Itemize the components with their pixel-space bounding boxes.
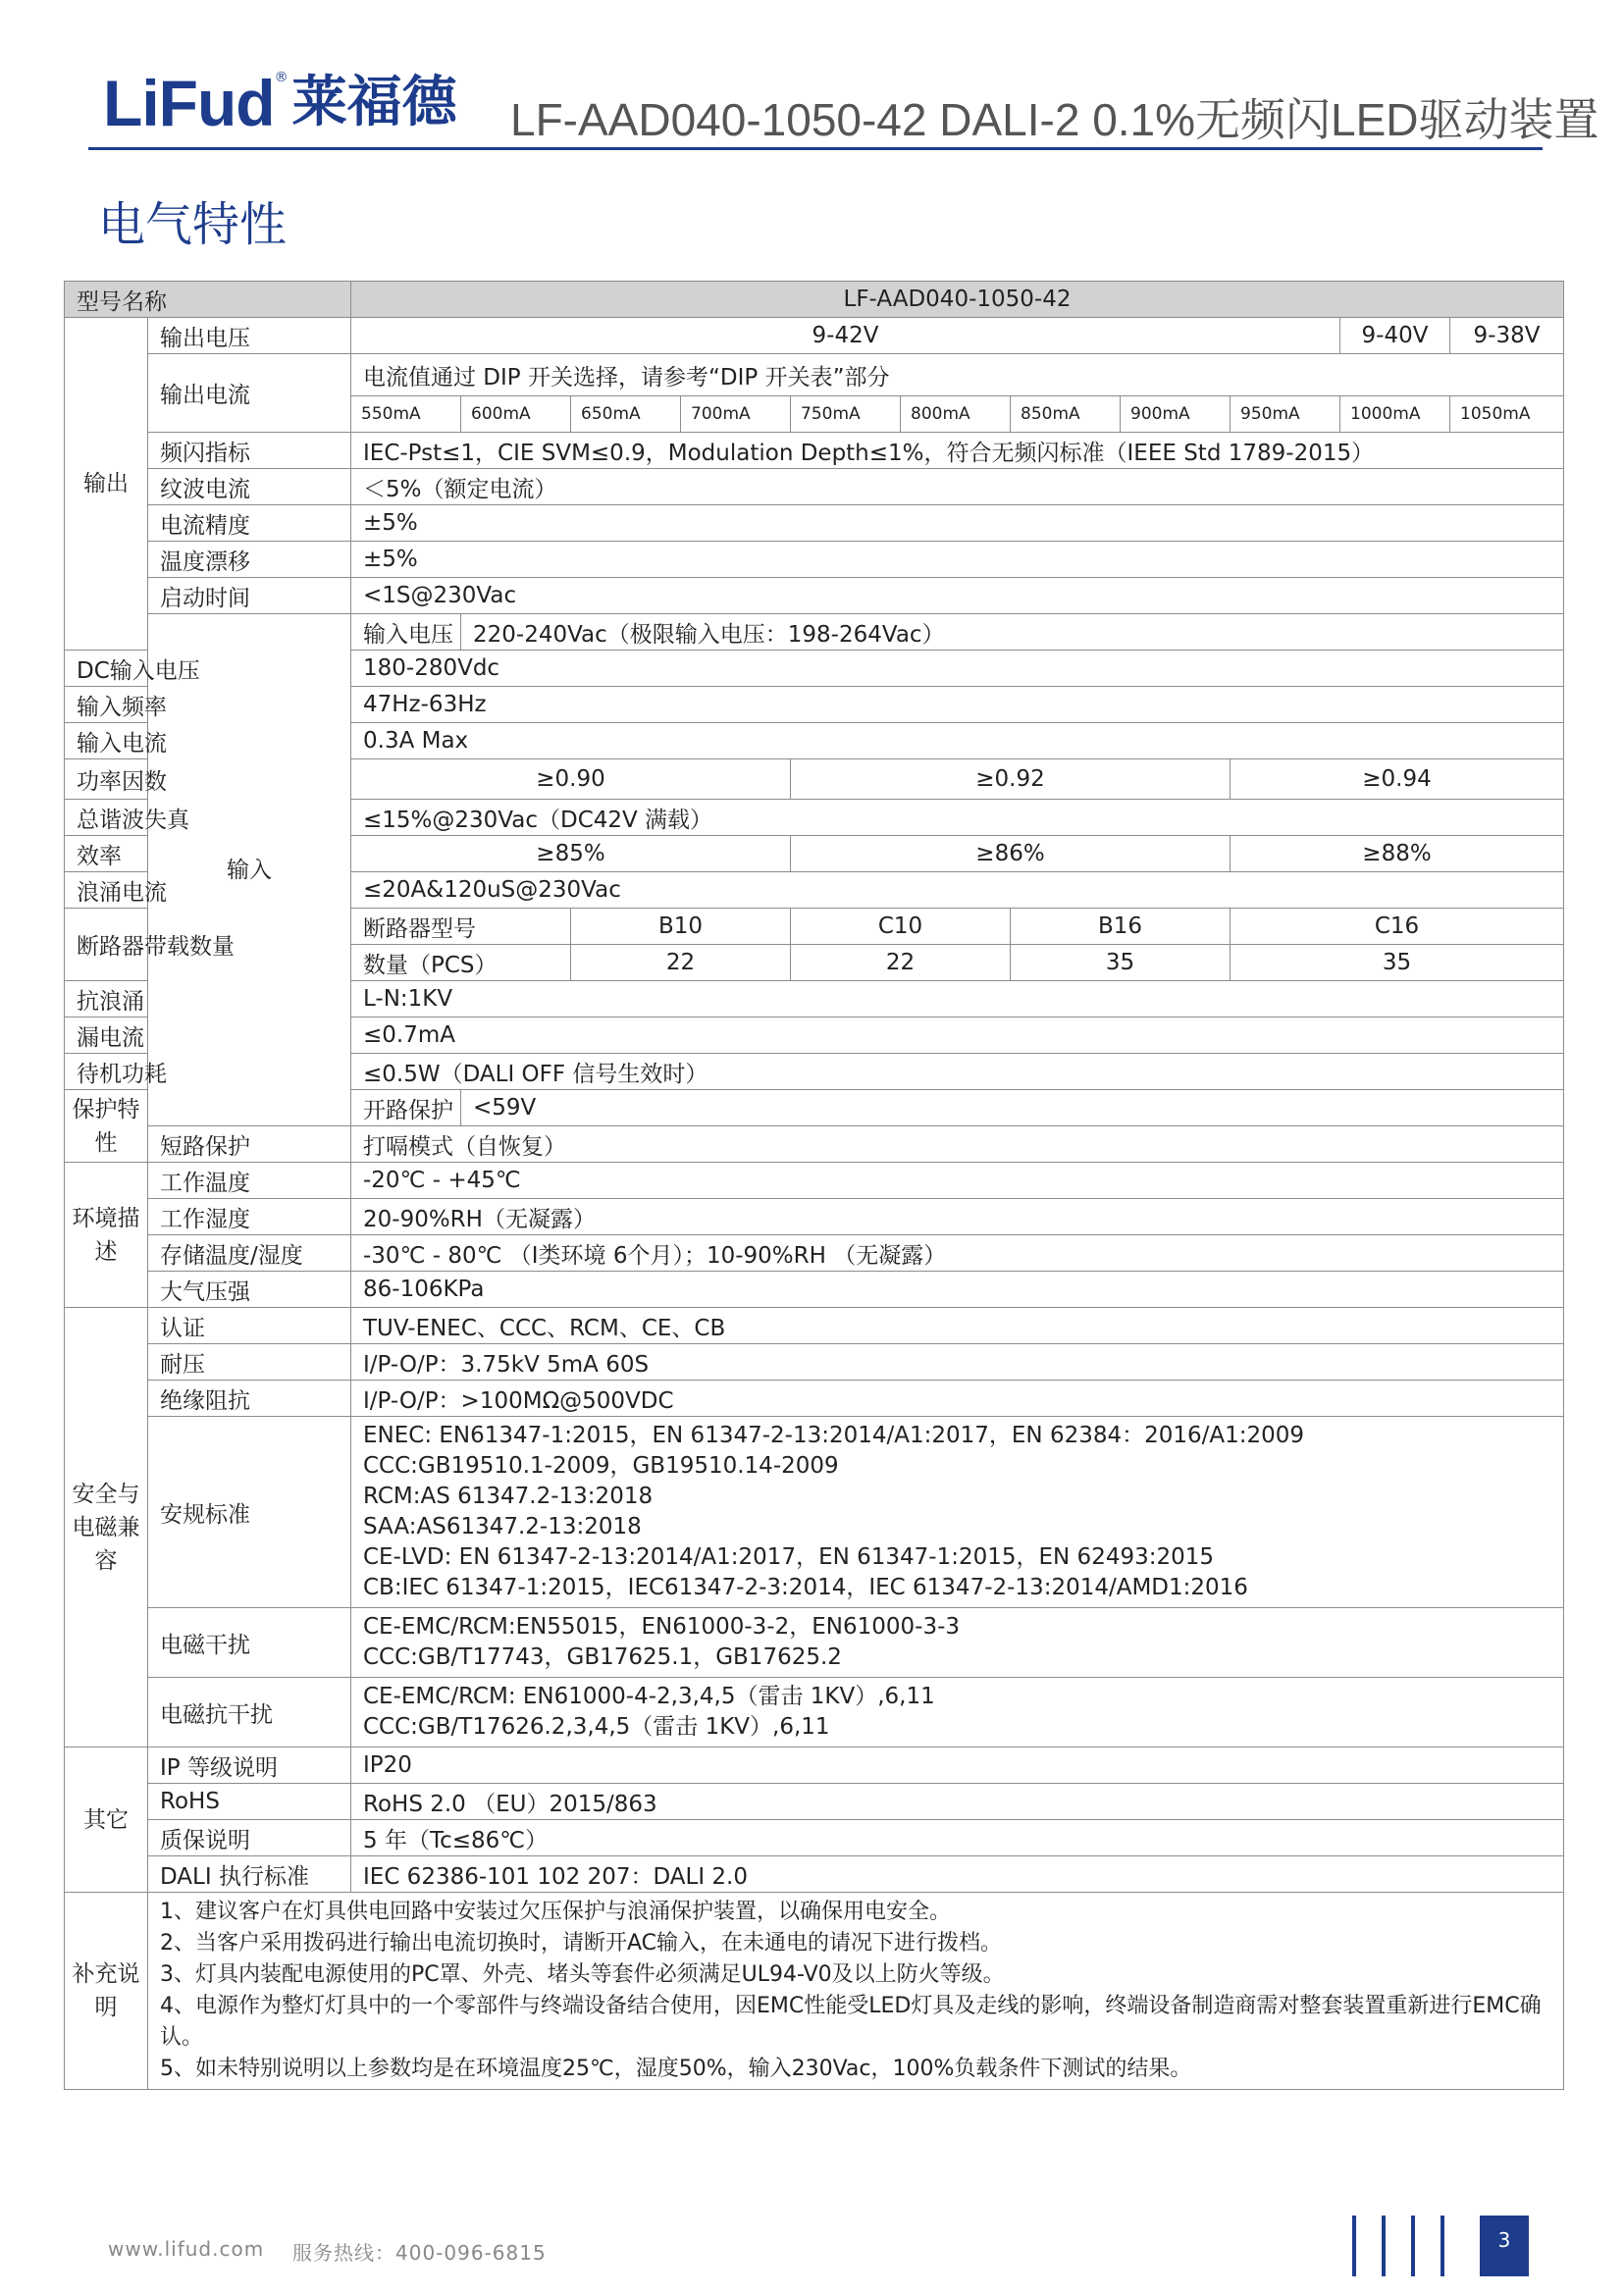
breaker-qty: 35 xyxy=(1011,945,1231,981)
spec-row xyxy=(65,1820,1564,1856)
output-voltage-value: 9-42V xyxy=(351,318,1340,354)
header-divider xyxy=(88,147,1543,150)
breaker-type: C16 xyxy=(1231,909,1564,945)
spec-row xyxy=(65,1381,1564,1417)
param-label: 工作温度 xyxy=(148,1163,351,1199)
current-option: 1050mA xyxy=(1450,396,1564,433)
output-voltage-value: 9-38V xyxy=(1450,318,1564,354)
param-label: 浪涌电流 xyxy=(65,872,148,909)
category-output: 输出 xyxy=(65,318,148,651)
efficiency-value: ≥86% xyxy=(791,836,1231,872)
efficiency-value: ≥85% xyxy=(351,836,791,872)
category-environment: 环境描述 xyxy=(65,1163,148,1308)
spec-row xyxy=(65,614,1564,651)
param-label: 存储温度/湿度 xyxy=(148,1235,351,1272)
param-label: 耐压 xyxy=(148,1344,351,1381)
breaker-qty: 22 xyxy=(571,945,791,981)
param-label: 电磁干扰 xyxy=(148,1608,351,1678)
param-value: 5 年（Tc≤86℃） xyxy=(351,1820,1564,1856)
param-label: 电磁抗干扰 xyxy=(148,1678,351,1747)
param-value: ≤15%@230Vac（DC42V 满载） xyxy=(351,800,1564,836)
param-value: ±5% xyxy=(351,542,1564,578)
param-label: 大气压强 xyxy=(148,1272,351,1308)
emi-list xyxy=(351,1608,1564,1678)
param-value: 220-240Vac（极限输入电压：198-264Vac） xyxy=(461,614,1564,651)
param-value: IEC-Pst≤1，CIE SVM≤0.9，Modulation Depth≤1%，符合无频闪标准（IEEE Std 1789-2015） xyxy=(351,433,1564,469)
param-label: 纹波电流 xyxy=(148,469,351,505)
current-option: 650mA xyxy=(571,396,681,433)
param-value: TUV-ENEC、CCC、RCM、CE、CB xyxy=(351,1308,1564,1344)
note-item: 3、灯具内装配电源使用的PC罩、外壳、堵头等套件必须满足UL94-V0及以上防火等级。 xyxy=(160,1962,1005,1987)
ems-list xyxy=(351,1678,1564,1747)
param-value: 86-106KPa xyxy=(351,1272,1564,1308)
param-label: 绝缘阻抗 xyxy=(148,1381,351,1417)
category-other: 其它 xyxy=(65,1747,148,1893)
category-input: 输入 xyxy=(148,614,351,1126)
category-notes: 补充说明 xyxy=(65,1893,148,2090)
spec-row xyxy=(65,1199,1564,1235)
output-voltage-value: 9-40V xyxy=(1340,318,1450,354)
param-label: 效率 xyxy=(65,836,148,872)
param-label: DALI 执行标准 xyxy=(148,1856,351,1893)
standard-line: CCC:GB19510.1-2009，GB19510.14-2009 xyxy=(363,1453,839,1479)
logo-chinese: 莱福德 xyxy=(291,71,457,134)
param-label: 漏电流 xyxy=(65,1017,148,1054)
param-label: 输入电流 xyxy=(65,723,148,759)
param-label: 质保说明 xyxy=(148,1820,351,1856)
spec-row xyxy=(65,542,1564,578)
spec-row xyxy=(65,578,1564,614)
page-number: 3 xyxy=(1480,2216,1529,2276)
breaker-type-label: 断路器型号 xyxy=(351,909,571,945)
current-option: 850mA xyxy=(1011,396,1121,433)
model-row xyxy=(65,282,1564,318)
notes-list xyxy=(148,1893,1564,2090)
breaker-qty: 35 xyxy=(1231,945,1564,981)
param-label: 频闪指标 xyxy=(148,433,351,469)
document-title: LF-AAD040-1050-42 DALI-2 0.1%无频闪LED驱动装置 xyxy=(510,94,1599,145)
category-protection: 保护特性 xyxy=(65,1090,148,1163)
breaker-type: C10 xyxy=(791,909,1011,945)
footer-hotline: 服务热线：400-096-6815 xyxy=(292,2241,547,2265)
output-current-desc: 电流值通过 DIP 开关选择，请参考“DIP 开关表”部分 xyxy=(351,354,1564,396)
param-label: 认证 xyxy=(148,1308,351,1344)
output-current-row xyxy=(65,354,1564,396)
emi-line: CCC:GB/T17743，GB17625.1，GB17625.2 xyxy=(363,1644,842,1670)
spec-row xyxy=(65,1272,1564,1308)
standard-line: RCM:AS 61347.2-13:2018 xyxy=(363,1484,654,1509)
current-option: 1000mA xyxy=(1340,396,1450,433)
power-factor-value: ≥0.92 xyxy=(791,759,1231,800)
param-value: IEC 62386-101 102 207：DALI 2.0 xyxy=(351,1856,1564,1893)
param-value: ≤0.5W（DALI OFF 信号生效时） xyxy=(351,1054,1564,1090)
param-value: IP20 xyxy=(351,1747,1564,1784)
current-option: 750mA xyxy=(791,396,901,433)
param-label: 抗浪涌 xyxy=(65,981,148,1017)
spec-row xyxy=(65,505,1564,542)
power-factor-value: ≥0.90 xyxy=(351,759,791,800)
current-option: 700mA xyxy=(681,396,791,433)
param-value: 20-90%RH（无凝露） xyxy=(351,1199,1564,1235)
param-label: RoHS xyxy=(148,1784,351,1820)
param-label: 短路保护 xyxy=(148,1126,351,1163)
current-option: 600mA xyxy=(461,396,571,433)
param-value: I/P-O/P：>100MΩ@500VDC xyxy=(351,1381,1564,1417)
lifud-logo xyxy=(103,67,457,139)
notes-row xyxy=(65,1893,1564,2090)
param-label: DC输入电压 xyxy=(65,651,148,687)
current-option: 550mA xyxy=(351,396,461,433)
param-value: -20℃ - +45℃ xyxy=(351,1163,1564,1199)
param-value: 180-280Vdc xyxy=(351,651,1564,687)
model-value: LF-AAD040-1050-42 xyxy=(351,282,1564,318)
electrical-spec-table xyxy=(64,281,1564,2090)
param-label: 输出电压 xyxy=(148,318,351,354)
spec-row xyxy=(65,433,1564,469)
ems-line: CCC:GB/T17626.2,3,4,5（雷击 1KV）,6,11 xyxy=(363,1714,830,1740)
param-label: 输出电流 xyxy=(148,354,351,433)
section-title: 电气特性 xyxy=(98,197,288,252)
emi-row xyxy=(65,1608,1564,1678)
param-label: 开路保护 xyxy=(351,1090,461,1126)
param-label: IP 等级说明 xyxy=(148,1747,351,1784)
spec-row xyxy=(65,1235,1564,1272)
param-label: 待机功耗 xyxy=(65,1054,148,1090)
ems-line: CE-EMC/RCM: EN61000-4-2,3,4,5（雷击 1KV）,6,11 xyxy=(363,1684,935,1709)
safety-standards-list xyxy=(351,1417,1564,1608)
emi-line: CE-EMC/RCM:EN55015，EN61000-3-2，EN61000-3-3 xyxy=(363,1614,961,1640)
standard-line: CE-LVD: EN 61347-2-13:2014/A1:2017，EN 61347-1:2015，EN 62493:2015 xyxy=(363,1544,1215,1570)
param-value: I/P-O/P：3.75kV 5mA 60S xyxy=(351,1344,1564,1381)
model-label: 型号名称 xyxy=(65,282,351,318)
param-label: 总谐波失真 xyxy=(65,800,148,836)
param-label: 输入电压 xyxy=(351,614,461,651)
param-value: -30℃ - 80℃ （Ⅰ类环境 6个月）；10-90%RH （无凝露） xyxy=(351,1235,1564,1272)
spec-row xyxy=(65,1784,1564,1820)
standard-line: CB:IEC 61347-1:2015，IEC61347-2-3:2014，IEC 61347-2-13:2014/AMD1:2016 xyxy=(363,1575,1248,1600)
safety-standards-row xyxy=(65,1417,1564,1608)
current-option: 900mA xyxy=(1121,396,1231,433)
param-value: <59V xyxy=(461,1090,1564,1126)
power-factor-value: ≥0.94 xyxy=(1231,759,1564,800)
param-value: ≤20A&120uS@230Vac xyxy=(351,872,1564,909)
logo-english: LiFud xyxy=(103,67,275,139)
spec-row xyxy=(65,1126,1564,1163)
param-label: 工作湿度 xyxy=(148,1199,351,1235)
param-label: 功率因数 xyxy=(65,759,148,800)
param-value: <1S@230Vac xyxy=(351,578,1564,614)
ems-row xyxy=(65,1678,1564,1747)
spec-row xyxy=(65,1344,1564,1381)
standard-line: ENEC: EN61347-1:2015，EN 61347-2-13:2014/A1:2017，EN 62384：2016/A1:2009 xyxy=(363,1423,1305,1448)
footer-website: www.lifud.com xyxy=(108,2237,265,2261)
param-value: RoHS 2.0 （EU）2015/863 xyxy=(351,1784,1564,1820)
note-item: 1、建议客户在灯具供电回路中安装过欠压保护与浪涌保护装置，以确保用电安全。 xyxy=(160,1900,951,1924)
param-label: 温度漂移 xyxy=(148,542,351,578)
param-value: L-N:1KV xyxy=(351,981,1564,1017)
category-safety-emc: 安全与电磁兼容 xyxy=(65,1308,148,1747)
param-value: 打嗝模式（自恢复） xyxy=(351,1126,1564,1163)
note-item: 5、如未特别说明以上参数均是在环境温度25℃，湿度50%，输入230Vac，100%负载条件下测试的结果。 xyxy=(160,2057,1192,2081)
breaker-qty-label: 数量（PCS） xyxy=(351,945,571,981)
standard-line: SAA:AS61347.2-13:2018 xyxy=(363,1514,642,1539)
param-value: ≤0.7mA xyxy=(351,1017,1564,1054)
efficiency-value: ≥88% xyxy=(1231,836,1564,872)
spec-row xyxy=(65,1163,1564,1199)
note-item: 2、当客户采用拨码进行输出电流切换时，请断开AC输入，在未通电的请况下进行拨档。 xyxy=(160,1931,1003,1956)
param-label: 安规标准 xyxy=(148,1417,351,1608)
param-value: 47Hz-63Hz xyxy=(351,687,1564,723)
current-option: 950mA xyxy=(1231,396,1340,433)
note-item: 4、电源作为整灯灯具中的一个零部件与终端设备结合使用，因EMC性能受LED灯具及走线的影响，终端设备制造商需对整套装置重新进行EMC确认。 xyxy=(160,1994,1542,2050)
spec-row xyxy=(65,1856,1564,1893)
breaker-type: B16 xyxy=(1011,909,1231,945)
breaker-qty: 22 xyxy=(791,945,1011,981)
output-voltage-row xyxy=(65,318,1564,354)
breaker-type: B10 xyxy=(571,909,791,945)
param-value: 0.3A Max xyxy=(351,723,1564,759)
footer-decoration-bars xyxy=(1352,2216,1460,2276)
logo-registered-mark: ® xyxy=(274,70,288,85)
param-label: 电流精度 xyxy=(148,505,351,542)
param-label: 输入频率 xyxy=(65,687,148,723)
spec-row xyxy=(65,1747,1564,1784)
spec-row xyxy=(65,469,1564,505)
current-option: 800mA xyxy=(901,396,1011,433)
param-value: ±5% xyxy=(351,505,1564,542)
param-label: 断路器带载数量 xyxy=(65,909,148,981)
param-label: 启动时间 xyxy=(148,578,351,614)
spec-row xyxy=(65,1308,1564,1344)
param-value: ＜5%（额定电流） xyxy=(351,469,1564,505)
